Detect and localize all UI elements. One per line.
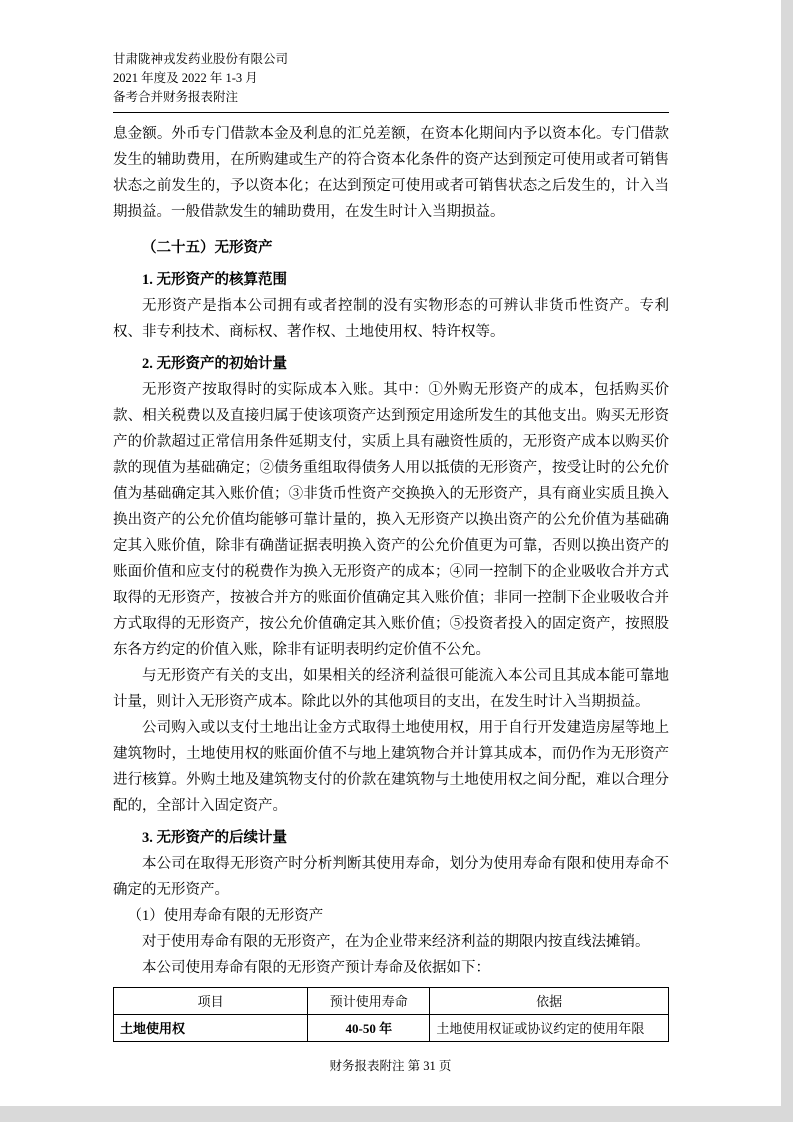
subsection-heading-3: 3. 无形资产的后续计量 <box>142 830 287 846</box>
table-header-life: 预计使用寿命 <box>308 988 430 1015</box>
paragraph-table-intro: 本公司使用寿命有限的无形资产预计寿命及依据如下： <box>142 960 490 976</box>
paragraph-scope: 无形资产是指本公司拥有或者控制的没有实物形态的可辨认非货币性资产。专利权、非专利技术、商标权、著作权、土地使用权、特许权等。 <box>113 298 669 340</box>
subsection-heading-2: 2. 无形资产的初始计量 <box>142 356 287 372</box>
document-body <box>113 121 669 1042</box>
table-header-item: 项目 <box>114 988 308 1015</box>
item-heading-1: （1）使用寿命有限的无形资产 <box>127 908 324 924</box>
table-header-row <box>114 988 669 1015</box>
useful-life-table <box>113 987 669 1042</box>
table-cell-basis: 土地使用权证或协议约定的使用年限 <box>430 1015 669 1042</box>
report-period: 2021 年度及 2022 年 1-3 月 <box>113 71 258 85</box>
paragraph-land-use-right: 公司购入或以支付土地出让金方式取得土地使用权，用于自行开发建造房屋等地上建筑物时，土地使用权的账面价值不与地上建筑物合并计算其成本，而仍作为无形资产进行核算。外购土地及建筑物支付的价款在建筑物与土地使用权之间分配，难以合理分配的，全部计入固定资产。 <box>113 720 669 814</box>
subsection-heading-1: 1. 无形资产的核算范围 <box>142 272 287 288</box>
paragraph-subsequent-measurement: 本公司在取得无形资产时分析判断其使用寿命，划分为使用寿命有限和使用寿命不确定的无形资产。 <box>113 856 669 898</box>
paragraph-carryover: 息金额。外币专门借款本金及利息的汇兑差额，在资本化期间内予以资本化。专门借款发生的辅助费用，在所购建或生产的符合资本化条件的资产达到预定可使用或者可销售状态之前发生的，予以资本化；在达到预定可使用或者可销售状态之后发生的，计入当期损益。一般借款发生的辅助费用，在发生时计入当期损益。 <box>113 126 669 220</box>
table-cell-life: 40-50 年 <box>308 1015 430 1042</box>
page-header <box>113 50 669 113</box>
page-footer: 财务报表附注 第 31 页 <box>329 1059 452 1073</box>
paragraph-expenditure: 与无形资产有关的支出，如果相关的经济利益很可能流入本公司且其成本能可靠地计量，则计入无形资产成本。除此以外的其他项目的支出，在发生时计入当期损益。 <box>113 668 669 710</box>
report-title: 备考合并财务报表附注 <box>113 90 239 104</box>
table-cell-item: 土地使用权 <box>114 1015 308 1042</box>
table-header-basis: 依据 <box>430 988 669 1015</box>
paragraph-amortization: 对于使用寿命有限的无形资产，在为企业带来经济利益的期限内按直线法摊销。 <box>142 934 650 950</box>
paragraph-initial-measurement: 无形资产按取得时的实际成本入账。其中：①外购无形资产的成本，包括购买价款、相关税费以及直接归属于使该项资产达到预定用途所发生的其他支出。购买无形资产的价款超过正常信用条件延期支付，实质上具有融资性质的，无形资产成本以购买价款的现值为基础确定；②债务重组取得债务人用以抵债的无形资产，按受让时的公允价值为基础确定其入账价值；③非货币性资产交换换入的无形资产，具有商业实质且换入换出资产的公允价值均能够可靠计量的，换入无形资产以换出资产的公允价值为基础确定其入账价值，除非有确凿证据表明换入资产的公允价值更为可靠，否则以换出资产的账面价值和应支付的税费作为换入无形资产的成本；④同一控制下的企业吸收合并方式取得的无形资产，按被合并方的账面价值确定其入账价值；非同一控制下企业吸收合并方式取得的无形资产，按公允价值确定其入账价值；⑤投资者投入的固定资产，按照股东各方约定的价值入账，除非有证明表明约定价值不公允。 <box>113 382 669 658</box>
section-heading-25: （二十五）无形资产 <box>142 240 273 256</box>
table-row <box>114 1015 669 1042</box>
company-name: 甘肃陇神戎发药业股份有限公司 <box>113 52 289 66</box>
